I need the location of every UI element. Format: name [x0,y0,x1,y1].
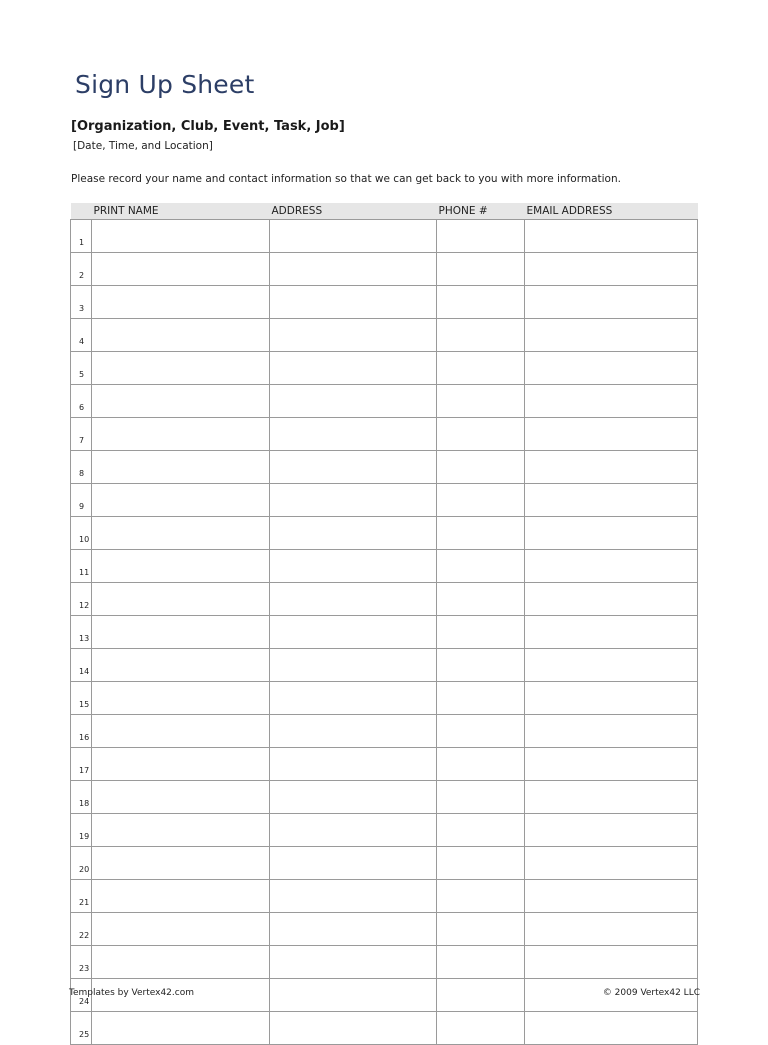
email-address-cell [525,781,698,814]
table-row [71,286,698,319]
row-number: 11 [71,550,92,583]
email-address-cell [525,319,698,352]
table-row [71,880,698,913]
address-cell [270,880,437,913]
row-number: 17 [71,748,92,781]
print-name-cell [92,517,270,550]
table-row [71,418,698,451]
email-address-cell [525,484,698,517]
address-cell [270,385,437,418]
row-number: 25 [71,1012,92,1045]
row-number: 22 [71,913,92,946]
email-address-cell [525,913,698,946]
table-header-row [71,203,698,220]
print-name-cell [92,682,270,715]
table-body [71,220,698,1045]
row-number: 8 [71,451,92,484]
address-cell [270,616,437,649]
organization-line: [Organization, Club, Event, Task, Job] [71,119,345,134]
address-cell [270,781,437,814]
phone-cell [437,1012,525,1045]
address-cell [270,517,437,550]
phone-cell [437,979,525,1012]
address-cell [270,847,437,880]
table-row [71,649,698,682]
table-row [71,616,698,649]
print-name-cell [92,946,270,979]
header-address: ADDRESS [270,203,437,220]
phone-cell [437,781,525,814]
print-name-cell [92,451,270,484]
address-cell [270,550,437,583]
row-number: 4 [71,319,92,352]
address-cell [270,583,437,616]
table-row [71,550,698,583]
phone-cell [437,715,525,748]
row-number: 19 [71,814,92,847]
row-number: 12 [71,583,92,616]
table-row [71,352,698,385]
address-cell [270,484,437,517]
phone-cell [437,550,525,583]
phone-cell [437,484,525,517]
row-number: 10 [71,517,92,550]
row-number: 18 [71,781,92,814]
table-row [71,220,698,253]
email-address-cell [525,385,698,418]
print-name-cell [92,748,270,781]
phone-cell [437,517,525,550]
row-number: 23 [71,946,92,979]
address-cell [270,814,437,847]
phone-cell [437,616,525,649]
email-address-cell [525,451,698,484]
phone-cell [437,319,525,352]
phone-cell [437,748,525,781]
row-number: 9 [71,484,92,517]
table-row [71,946,698,979]
header-phone: PHONE # [437,203,525,220]
phone-cell [437,682,525,715]
header-print-name: PRINT NAME [92,203,270,220]
email-address-cell [525,286,698,319]
address-cell [270,286,437,319]
address-cell [270,1012,437,1045]
address-cell [270,682,437,715]
email-address-cell [525,1012,698,1045]
row-number: 16 [71,715,92,748]
print-name-cell [92,781,270,814]
address-cell [270,946,437,979]
table-row [71,484,698,517]
phone-cell [437,253,525,286]
address-cell [270,352,437,385]
table-row [71,913,698,946]
print-name-cell [92,616,270,649]
email-address-cell [525,682,698,715]
header-email-address: EMAIL ADDRESS [525,203,698,220]
email-address-cell [525,352,698,385]
email-address-cell [525,418,698,451]
print-name-cell [92,814,270,847]
page-title: Sign Up Sheet [75,70,255,99]
row-number: 6 [71,385,92,418]
table-row [71,748,698,781]
table-row [71,319,698,352]
email-address-cell [525,517,698,550]
instructions-text: Please record your name and contact information so that we can get back to you with more information. [71,173,621,185]
row-number: 13 [71,616,92,649]
phone-cell [437,583,525,616]
print-name-cell [92,319,270,352]
row-number: 15 [71,682,92,715]
email-address-cell [525,715,698,748]
print-name-cell [92,880,270,913]
print-name-cell [92,913,270,946]
print-name-cell [92,286,270,319]
print-name-cell [92,847,270,880]
email-address-cell [525,814,698,847]
table-row [71,682,698,715]
print-name-cell [92,1012,270,1045]
footer-copyright: © 2009 Vertex42 LLC [602,988,700,998]
row-number: 20 [71,847,92,880]
phone-cell [437,880,525,913]
signup-table [70,203,698,1045]
print-name-cell [92,484,270,517]
print-name-cell [92,220,270,253]
address-cell [270,220,437,253]
row-number: 21 [71,880,92,913]
phone-cell [437,649,525,682]
phone-cell [437,286,525,319]
row-number: 7 [71,418,92,451]
phone-cell [437,451,525,484]
print-name-cell [92,715,270,748]
email-address-cell [525,583,698,616]
phone-cell [437,418,525,451]
row-number: 14 [71,649,92,682]
print-name-cell [92,253,270,286]
print-name-cell [92,418,270,451]
address-cell [270,748,437,781]
header-number [71,203,92,220]
print-name-cell [92,550,270,583]
row-number: 3 [71,286,92,319]
row-number: 2 [71,253,92,286]
email-address-cell [525,616,698,649]
table-row [71,451,698,484]
email-address-cell [525,253,698,286]
address-cell [270,451,437,484]
email-address-cell [525,550,698,583]
date-time-location-line: [Date, Time, and Location] [73,140,213,152]
address-cell [270,319,437,352]
table-row [71,253,698,286]
print-name-cell [92,649,270,682]
row-number: 5 [71,352,92,385]
table-row [71,385,698,418]
email-address-cell [525,880,698,913]
phone-cell [437,385,525,418]
email-address-cell [525,748,698,781]
address-cell [270,649,437,682]
address-cell [270,715,437,748]
phone-cell [437,814,525,847]
footer-credit: Templates by Vertex42.com [69,988,194,998]
phone-cell [437,220,525,253]
print-name-cell [92,352,270,385]
print-name-cell [92,583,270,616]
phone-cell [437,352,525,385]
row-number: 24 [71,979,92,1012]
table-row [71,517,698,550]
table-row [71,715,698,748]
phone-cell [437,847,525,880]
address-cell [270,418,437,451]
table-row [71,1012,698,1045]
table-row [71,583,698,616]
email-address-cell [525,847,698,880]
email-address-cell [525,649,698,682]
phone-cell [437,946,525,979]
table-row [71,814,698,847]
print-name-cell [92,385,270,418]
address-cell [270,979,437,1012]
table-row [71,781,698,814]
phone-cell [437,913,525,946]
email-address-cell [525,220,698,253]
address-cell [270,913,437,946]
email-address-cell [525,946,698,979]
address-cell [270,253,437,286]
row-number: 1 [71,220,92,253]
table-row [71,847,698,880]
